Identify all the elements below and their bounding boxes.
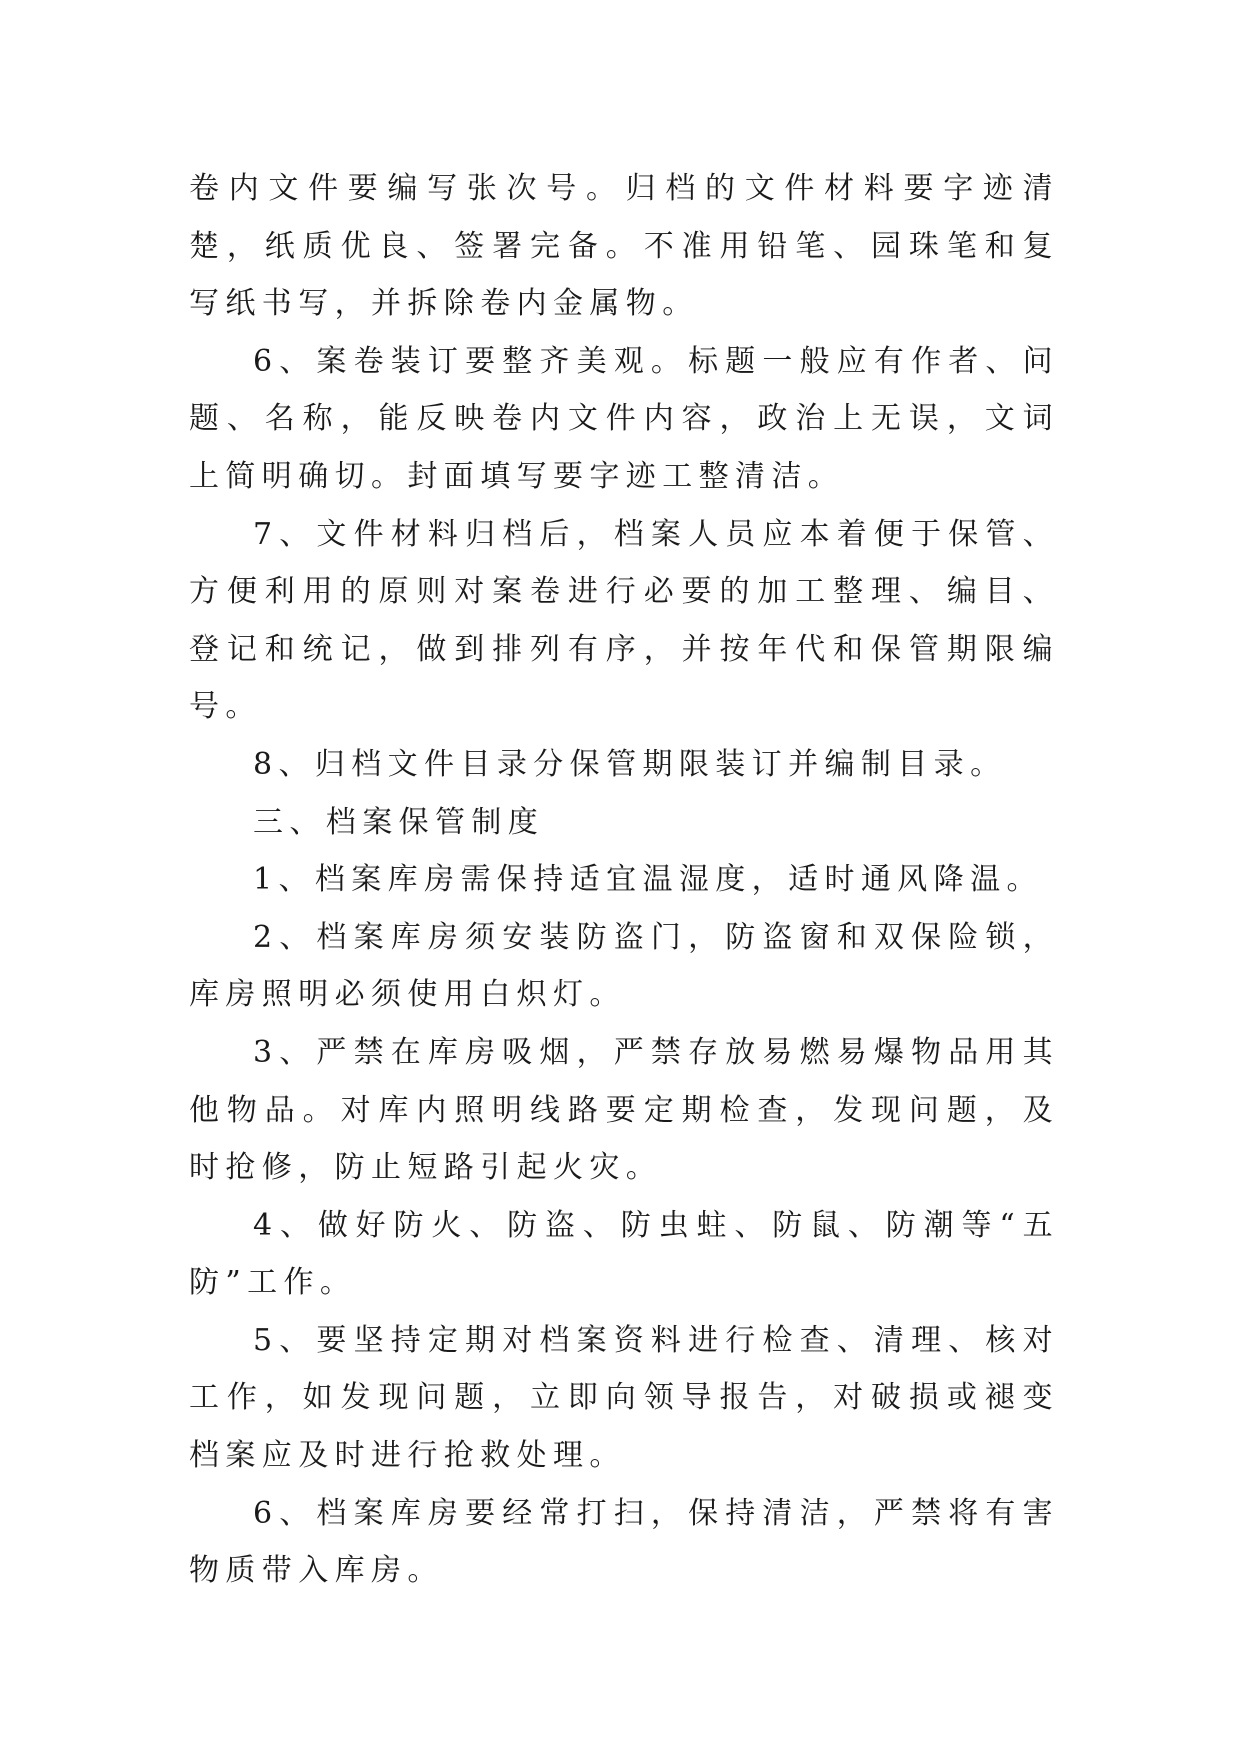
paragraph-storage-4: 4、做好防火、防盗、防虫蛀、防鼠、防潮等“五防”工作。 <box>189 1207 1059 1301</box>
paragraph-storage-3: 3、严禁在库房吸烟，严禁存放易燃易爆物品用其他物品。对库内照明线路要定期检查，发现问题，及时抢修，防止短路引起火灾。 <box>189 1034 1059 1186</box>
paragraph-continuation: 卷内文件要编写张次号。归档的文件材料要字迹清楚，纸质优良、签署完备。不准用铅笔、园珠笔和复写纸书写，并拆除卷内金属物。 <box>189 171 1059 322</box>
paragraph-storage-6: 6、档案库房要经常打扫，保持清洁，严禁将有害物质带入库房。 <box>189 1495 1059 1589</box>
paragraph-storage-5: 5、要坚持定期对档案资料进行检查、清理、核对工作，如发现问题，立即向领导报告，对破损或褪变档案应及时进行抢救处理。 <box>189 1322 1059 1474</box>
paragraph-item-8-catalog: 8、归档文件目录分保管期限装订并编制目录。 <box>253 746 1007 782</box>
paragraph-item-6-binding: 6、案卷装订要整齐美观。标题一般应有作者、问题、名称，能反映卷内文件内容，政治上无误，文词上简明确切。封面填写要字迹工整清洁。 <box>189 343 1059 494</box>
paragraph-item-7-filing: 7、文件材料归档后，档案人员应本着便于保管、方便利用的原则对案卷进行必要的加工整理、编目、登记和统记，做到排列有序，并按年代和保管期限编号。 <box>189 516 1059 725</box>
section-heading-storage: 三、档案保管制度 <box>253 804 545 840</box>
paragraph-storage-2: 2、档案库房须安装防盗门，防盗窗和双保险锁，库房照明必须使用白炽灯。 <box>189 919 1059 1013</box>
paragraph-storage-1: 1、档案库房需保持适宜温湿度，适时通风降温。 <box>253 862 1043 898</box>
document-body <box>189 160 1059 1600</box>
